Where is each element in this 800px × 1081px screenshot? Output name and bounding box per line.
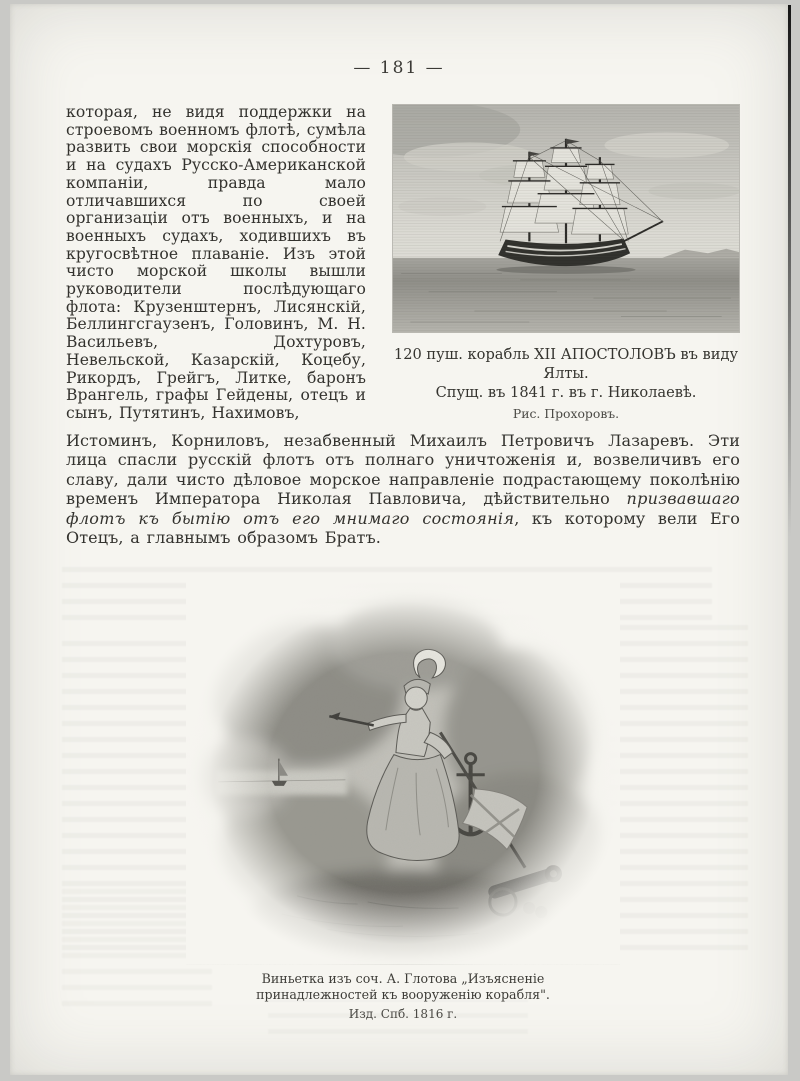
vignette-caption-publisher: Изд. Спб. 1816 г. <box>348 1006 458 1021</box>
left-column-paragraph: которая, не видя поддержки на строевомъ военномъ флотѣ, сумѣла развить свои морскія способности и на судахъ Русско-Американской компаніи, правда мало отличавшихся по своей организаціи отъ военныхъ, и на военныхъ судахъ, ходившихъ въ кругосвѣтное плаваніе. Изъ этой чисто морской школы вышли руководители послѣдующаго флота: Крузенштернъ, Лисянскій, Беллингсгаузенъ, Головинъ, М. Н. Васильевъ, Дохтуровъ, Невельской, Казарскій, Коцебу, Рикордъ, Грейгъ, Литке, баронъ Врангель, графы Гейдены, отецъ и сынъ, Путятинъ, Нахимовъ, <box>66 103 366 422</box>
paragraph-text-2: , къ которому вели Его Отецъ, а главнымъ образомъ Братъ. <box>66 508 740 547</box>
ship-figure <box>392 104 740 423</box>
full-width-paragraph <box>66 431 740 547</box>
ship-caption-artist: Рис. Прохоровъ. <box>512 405 620 421</box>
ship-engraving <box>392 104 740 333</box>
page-number: — 181 — <box>353 58 445 78</box>
page-surface <box>10 4 788 1075</box>
ship-caption-line2: Спущ. въ 1841 г. въ г. Николаевѣ. <box>435 383 697 401</box>
vignette-caption-line1: Виньетка изъ соч. А. Глотова „Изъясненіе <box>261 970 545 986</box>
vignette-figure <box>186 581 620 1022</box>
paragraph-italic: призвавшаго флотъ къ бытію отъ его мнимаго состоянія <box>66 489 740 528</box>
vignette-engraving <box>186 581 620 965</box>
ship-caption-line1: 120 пуш. корабль XII АПОСТОЛОВЪ въ виду Ялты. <box>393 345 739 382</box>
paragraph-text-1: Истоминъ, Корниловъ, незабвенный Михаилъ Петровичъ Лазаревъ. Эти лица спасли русскій флотъ отъ полнаго уничтоженія и, возвеличивъ его славу, дали чисто дѣловое морское направленіе подрастающему поколѣнію временъ Императора Николая Павловича, дѣйствительно <box>66 430 740 509</box>
vignette-caption-line2: принадлежностей къ вооруженію корабля". <box>256 986 550 1002</box>
vignette-caption <box>186 971 620 1022</box>
top-section <box>66 104 740 423</box>
ship-caption <box>392 345 740 423</box>
